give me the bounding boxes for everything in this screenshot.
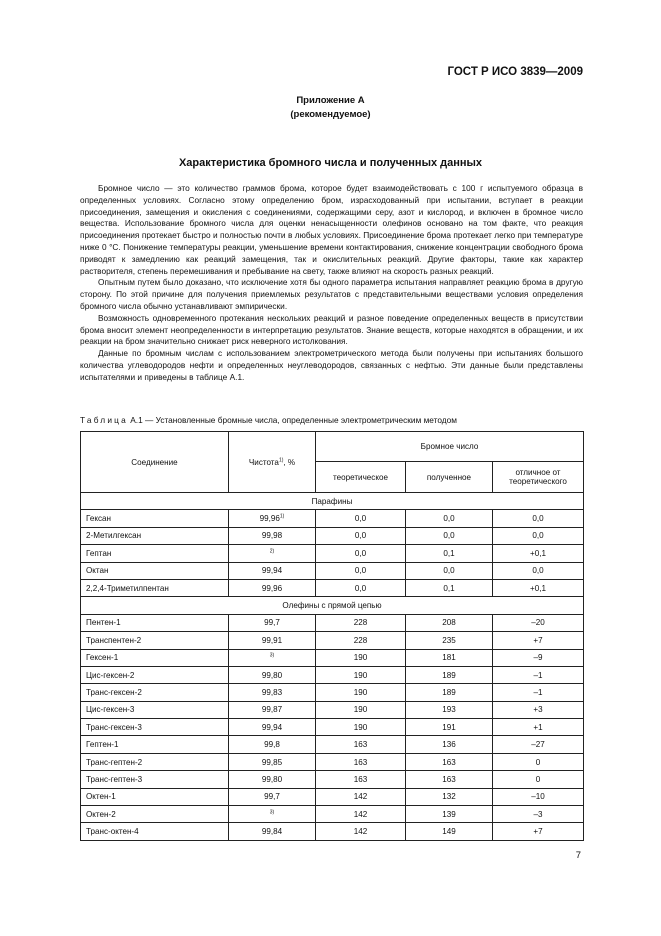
obtained-cell: 139 bbox=[406, 806, 493, 823]
theoretical-cell: 0,0 bbox=[316, 545, 406, 562]
purity-value: 99,80 bbox=[261, 774, 283, 784]
header-difference: отличное от теоретического bbox=[493, 462, 584, 493]
table-row bbox=[81, 632, 584, 649]
obtained-cell: 149 bbox=[406, 823, 493, 840]
purity-value: 99,94 bbox=[261, 566, 283, 576]
difference-cell: +0,1 bbox=[493, 579, 584, 596]
difference-cell: –1 bbox=[493, 684, 584, 701]
difference-cell: –9 bbox=[493, 649, 584, 666]
theoretical-cell: 190 bbox=[316, 701, 406, 718]
table-row bbox=[81, 823, 584, 840]
theoretical-cell: 228 bbox=[316, 632, 406, 649]
purity-cell bbox=[229, 614, 316, 631]
compound-cell: Гептен-1 bbox=[81, 736, 229, 753]
purity-cell bbox=[229, 753, 316, 770]
obtained-cell: 208 bbox=[406, 614, 493, 631]
theoretical-cell: 0,0 bbox=[316, 579, 406, 596]
difference-cell: –3 bbox=[493, 806, 584, 823]
table-row bbox=[81, 771, 584, 788]
purity-footnote: 3) bbox=[269, 652, 275, 659]
purity-cell bbox=[229, 684, 316, 701]
table-row bbox=[81, 788, 584, 805]
difference-cell: 0,0 bbox=[493, 562, 584, 579]
purity-footnote: 1) bbox=[279, 513, 285, 520]
obtained-cell: 189 bbox=[406, 684, 493, 701]
compound-cell: 2-Метилгексан bbox=[81, 527, 229, 544]
obtained-cell: 0,0 bbox=[406, 562, 493, 579]
purity-value: 99,94 bbox=[261, 722, 283, 732]
compound-cell: Октен-1 bbox=[81, 788, 229, 805]
standard-code: ГОСТ Р ИСО 3839—2009 bbox=[447, 66, 583, 78]
table-row bbox=[81, 562, 584, 579]
obtained-cell: 235 bbox=[406, 632, 493, 649]
table-caption bbox=[80, 415, 457, 425]
purity-value: 99,98 bbox=[261, 531, 283, 541]
purity-cell bbox=[229, 649, 316, 666]
compound-cell: Гексан bbox=[81, 510, 229, 527]
purity-value: 99,8 bbox=[264, 740, 280, 750]
table-row bbox=[81, 719, 584, 736]
compound-cell: Октен-2 bbox=[81, 806, 229, 823]
purity-cell bbox=[229, 545, 316, 562]
table-row bbox=[81, 753, 584, 770]
theoretical-cell: 142 bbox=[316, 823, 406, 840]
purity-footnote: 3) bbox=[269, 809, 275, 816]
difference-cell: –1 bbox=[493, 666, 584, 683]
purity-value: 99,91 bbox=[261, 635, 283, 645]
header-bromine-number: Бромное число bbox=[316, 432, 584, 462]
obtained-cell: 191 bbox=[406, 719, 493, 736]
obtained-cell: 0,1 bbox=[406, 579, 493, 596]
table-header-row bbox=[81, 432, 584, 462]
table-row bbox=[81, 736, 584, 753]
table-row bbox=[81, 649, 584, 666]
header-purity bbox=[229, 432, 316, 493]
section-title: Парафины bbox=[81, 493, 584, 510]
theoretical-cell: 163 bbox=[316, 753, 406, 770]
difference-cell: 0,0 bbox=[493, 527, 584, 544]
obtained-cell: 0,0 bbox=[406, 510, 493, 527]
purity-value: 99,87 bbox=[261, 705, 283, 715]
purity-value: 99,96 bbox=[261, 583, 283, 593]
table-row bbox=[81, 545, 584, 562]
table-body bbox=[81, 493, 584, 841]
table-row bbox=[81, 579, 584, 596]
table-section-row bbox=[81, 493, 584, 510]
theoretical-cell: 142 bbox=[316, 806, 406, 823]
purity-value: 99,80 bbox=[261, 670, 283, 680]
obtained-cell: 0,0 bbox=[406, 527, 493, 544]
theoretical-cell: 163 bbox=[316, 736, 406, 753]
difference-cell: +3 bbox=[493, 701, 584, 718]
obtained-cell: 0,1 bbox=[406, 545, 493, 562]
obtained-cell: 132 bbox=[406, 788, 493, 805]
difference-cell: 0 bbox=[493, 753, 584, 770]
purity-value: 99,96 bbox=[259, 514, 280, 524]
compound-cell: Гексен-1 bbox=[81, 649, 229, 666]
compound-cell: 2,2,4-Триметилпентан bbox=[81, 579, 229, 596]
paragraph: Возможность одновременного протекания нескольких реакций и разное поведение определенных веществ в присутствии брома вносит элемент неопределенности в интерпретацию результатов. Знание веществ, которые находятся в обращении, и их реакции на бром значительно снижает риск неверного истолкования. bbox=[80, 312, 583, 347]
obtained-cell: 189 bbox=[406, 666, 493, 683]
paragraph: Бромное число — это количество граммов брома, которое будет взаимодействовать с 100 г испытуемого образца в определенных условиях. Согласно этому определению бром, израсходованный при испытании, вступает в реакции присоединения, замещения и окисления с соединениями, содержащими серу, азот и кислород, и включен в бромное число вещества. Использование бромного числа для оценки ненасыщенности олефинов основано на том факте, что реакция присоединения протекает быстро и полностью почти в любых условиях. Присоединение брома протекает легко при температуре ниже 0 °С. Понижение температуры реакции, уменьшение времени контактирования, снижение концентрации свободного брома приводят к замедлению как реакций замещения, так и окислительных реакций. Другие факторы, такие как характер растворителя, степень перемешивания и пребывание на свету, также влияют на скорость разных реакций. bbox=[80, 183, 583, 276]
table-caption-label: Таблица bbox=[80, 415, 128, 425]
compound-cell: Транс-гексен-3 bbox=[81, 719, 229, 736]
obtained-cell: 181 bbox=[406, 649, 493, 666]
table-row bbox=[81, 614, 584, 631]
theoretical-cell: 0,0 bbox=[316, 527, 406, 544]
purity-cell bbox=[229, 788, 316, 805]
difference-cell: +0,1 bbox=[493, 545, 584, 562]
compound-cell: Транс-гептен-3 bbox=[81, 771, 229, 788]
compound-cell: Транс-гексен-2 bbox=[81, 684, 229, 701]
compound-cell: Цис-гексен-3 bbox=[81, 701, 229, 718]
purity-value: 99,7 bbox=[264, 618, 280, 628]
purity-value: 99,85 bbox=[261, 757, 283, 767]
purity-cell bbox=[229, 562, 316, 579]
difference-cell: 0 bbox=[493, 771, 584, 788]
purity-cell bbox=[229, 632, 316, 649]
theoretical-cell: 0,0 bbox=[316, 562, 406, 579]
table-row bbox=[81, 701, 584, 718]
difference-cell: –27 bbox=[493, 736, 584, 753]
header-purity-unit: , % bbox=[283, 457, 296, 467]
annex-title: Приложение А bbox=[296, 95, 365, 106]
difference-cell: +1 bbox=[493, 719, 584, 736]
purity-cell bbox=[229, 510, 316, 527]
theoretical-cell: 190 bbox=[316, 684, 406, 701]
obtained-cell: 193 bbox=[406, 701, 493, 718]
compound-cell: Транс-октен-4 bbox=[81, 823, 229, 840]
compound-cell: Гептан bbox=[81, 545, 229, 562]
purity-cell bbox=[229, 527, 316, 544]
table-caption-text: А.1 — Установленные бромные числа, определенные электрометрическим методом bbox=[130, 415, 457, 425]
compound-cell: Октан bbox=[81, 562, 229, 579]
purity-cell bbox=[229, 666, 316, 683]
theoretical-cell: 190 bbox=[316, 666, 406, 683]
table-section-row bbox=[81, 597, 584, 614]
compound-cell: Транспентен-2 bbox=[81, 632, 229, 649]
purity-footnote: 2) bbox=[269, 548, 275, 555]
obtained-cell: 163 bbox=[406, 753, 493, 770]
theoretical-cell: 190 bbox=[316, 719, 406, 736]
paragraph: Данные по бромным числам с использованием электрометрического метода были получены при испытаниях большого количества углеводородов нефти и определенных неуглеводородов, связанных с нефтью. Эти данные были представлены испытателями и приведены в таблице А.1. bbox=[80, 348, 583, 382]
header-theoretical: теоретическое bbox=[316, 462, 406, 493]
table-row bbox=[81, 666, 584, 683]
difference-cell: –20 bbox=[493, 614, 584, 631]
purity-value: 99,84 bbox=[261, 827, 283, 837]
header-purity-label: Чистота bbox=[248, 457, 279, 467]
theoretical-cell: 142 bbox=[316, 788, 406, 805]
section-title: Олефины с прямой цепью bbox=[81, 597, 584, 614]
compound-cell: Пентен-1 bbox=[81, 614, 229, 631]
annex-subtitle: (рекомендуемое) bbox=[290, 109, 371, 120]
header-compound: Соединение bbox=[81, 432, 229, 493]
purity-cell bbox=[229, 823, 316, 840]
body-text bbox=[80, 183, 583, 384]
purity-cell bbox=[229, 579, 316, 596]
theoretical-cell: 190 bbox=[316, 649, 406, 666]
compound-cell: Транс-гептен-2 bbox=[81, 753, 229, 770]
bromine-number-table bbox=[80, 431, 584, 841]
table-row bbox=[81, 806, 584, 823]
paragraph: Опытным путем было доказано, что исключение хотя бы одного параметра испытания направляет реакцию брома в другую сторону. По этой причине для получения приемлемых результатов с представительными веществами условия определения бромного числа обычно устанавливают эмпирически. bbox=[80, 277, 583, 311]
theoretical-cell: 0,0 bbox=[316, 510, 406, 527]
compound-cell: Цис-гексен-2 bbox=[81, 666, 229, 683]
obtained-cell: 136 bbox=[406, 736, 493, 753]
header-purity-footnote: 1) bbox=[278, 456, 284, 463]
purity-cell bbox=[229, 771, 316, 788]
section-heading: Характеристика бромного числа и полученных данных bbox=[178, 157, 483, 169]
page-number: 7 bbox=[575, 850, 581, 861]
table-row bbox=[81, 684, 584, 701]
purity-cell bbox=[229, 806, 316, 823]
obtained-cell: 163 bbox=[406, 771, 493, 788]
header-obtained: полученное bbox=[406, 462, 493, 493]
difference-cell: +7 bbox=[493, 632, 584, 649]
purity-cell bbox=[229, 701, 316, 718]
purity-cell bbox=[229, 736, 316, 753]
purity-value: 99,7 bbox=[264, 792, 280, 802]
table-row bbox=[81, 510, 584, 527]
theoretical-cell: 163 bbox=[316, 771, 406, 788]
difference-cell: 0,0 bbox=[493, 510, 584, 527]
difference-cell: +7 bbox=[493, 823, 584, 840]
difference-cell: –10 bbox=[493, 788, 584, 805]
theoretical-cell: 228 bbox=[316, 614, 406, 631]
purity-cell bbox=[229, 719, 316, 736]
table-row bbox=[81, 527, 584, 544]
purity-value: 99,83 bbox=[261, 687, 283, 697]
